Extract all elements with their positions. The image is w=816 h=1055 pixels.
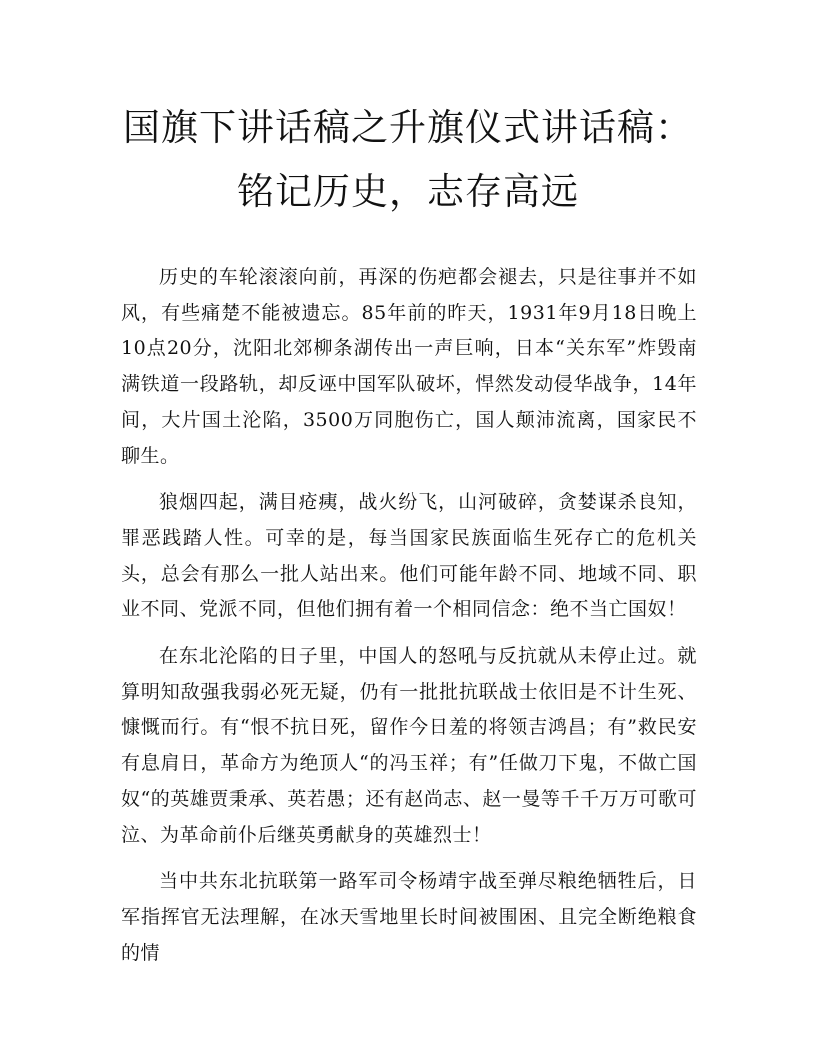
document-body [121,260,697,982]
paragraph: 当中共东北抗联第一路军司令杨靖宇战至弹尽粮绝牺牲后，日军指挥官无法理解，在冰天雪地里长时间被围困、且完全断绝粮食的情 [121,870,697,964]
paragraph: 在东北沦陷的日子里，中国人的怒吼与反抗就从未停止过。就算明知敌强我弱必死无疑，仍有一批批抗联战士依旧是不计生死、慷慨而行。有“恨不抗日死，留作今日羞的将领吉鸿昌；有”救民安有息肩日，革命方为绝顶人“的冯玉祥；有”任做刀下鬼，不做亡国奴“的英雄贾秉承、英若愚；还有赵尚志、赵一曼等千千万万可歌可泣、为革命前仆后继英勇献身的英雄烈士！ [121,645,697,846]
paragraph: 历史的车轮滚滚向前，再深的伤疤都会褪去，只是往事并不如风，有些痛楚不能被遗忘。85年前的昨天，1931年9月18日晚上10点20分，沈阳北郊柳条湖传出一声巨响，日本“关东军”炸毁南满铁道一段路轨，却反诬中国军队破坏，悍然发动侵华战争，14年间，大片国土沦陷，3500万同胞伤亡，国人颠沛流离，国家民不聊生。 [121,266,697,467]
paragraph: 狼烟四起，满目疮痍，战火纷飞，山河破碎，贪婪谋杀良知，罪恶践踏人性。可幸的是，每当国家民族面临生死存亡的危机关头，总会有那么一批人站出来。他们可能年龄不同、地域不同、职业不同、党派不同，但他们拥有着一个相同信念：绝不当亡国奴！ [121,491,697,621]
document-title: 国旗下讲话稿之升旗仪式讲话稿：铭记历史，志存高远 [123,106,693,213]
